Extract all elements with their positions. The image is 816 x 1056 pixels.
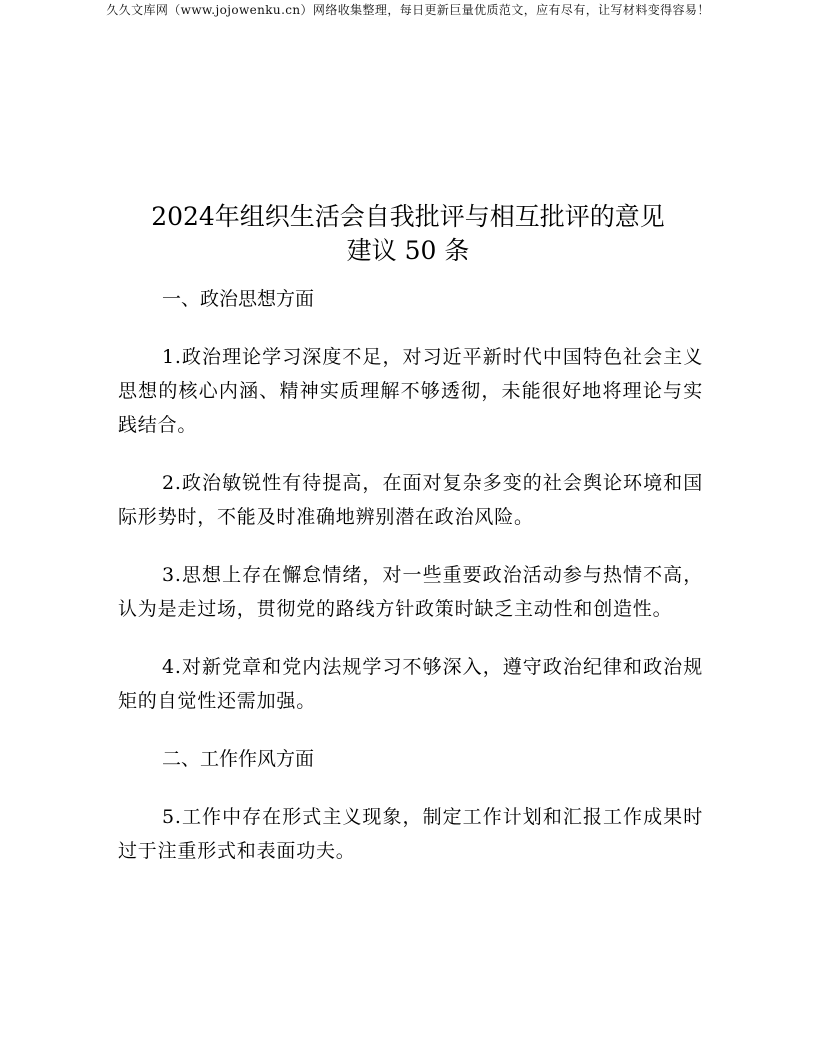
list-item-5: 5.工作中存在形式主义现象，制定工作计划和汇报工作成果时过于注重形式和表面功夫。 — [118, 806, 703, 862]
document-body — [118, 282, 703, 892]
list-item-1: 1.政治理论学习深度不足，对习近平新时代中国特色社会主义思想的核心内涵、精神实质理解不够透彻，未能很好地将理论与实践结合。 — [118, 346, 703, 436]
document-title — [80, 200, 736, 268]
document-title-line-1: 2024年组织生活会自我批评与相互批评的意见 — [151, 202, 665, 231]
list-item-3: 3.思想上存在懈怠情绪，对一些重要政治活动参与热情不高，认为是走过场，贯彻党的路线方针政策时缺乏主动性和创造性。 — [118, 564, 703, 620]
section-heading-political: 一、政治思想方面 — [162, 288, 315, 310]
page-header-banner: 久久文库网（www.jojowenku.cn）网络收集整理，每日更新巨量优质范文，应有尽有，让写材料变得容易！ — [106, 3, 710, 17]
list-item-2: 2.政治敏锐性有待提高，在面对复杂多变的社会舆论环境和国际形势时，不能及时准确地辨别潜在政治风险。 — [118, 472, 703, 528]
document-title-line-2: 建议 50 条 — [346, 236, 470, 265]
section-heading-work-style: 二、工作作风方面 — [162, 748, 315, 770]
list-item-4: 4.对新党章和党内法规学习不够深入，遵守政治纪律和政治规矩的自觉性还需加强。 — [118, 656, 703, 712]
